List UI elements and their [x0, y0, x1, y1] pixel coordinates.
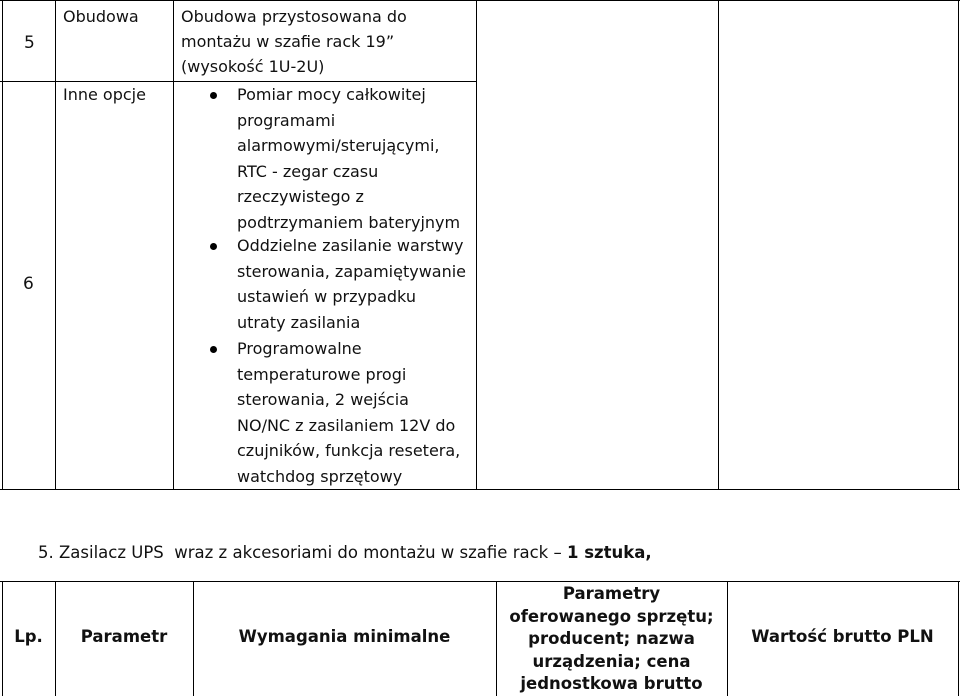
header-lp: Lp. — [14, 627, 43, 646]
row-requirement-line: Obudowa przystosowana do — [181, 7, 407, 26]
row-number: 6 — [23, 274, 34, 294]
bullet-line: czujników, funkcja resetera, — [237, 441, 461, 460]
bullet-line: Oddzielne zasilanie warstwy — [237, 236, 464, 255]
row-requirement-line: montażu w szafie rack 19” — [181, 32, 395, 51]
bullet-line: podtrzymaniem bateryjnym — [237, 212, 461, 232]
table-border — [173, 0, 174, 490]
bullet-icon — [210, 243, 217, 250]
section-number: 5. — [38, 543, 54, 562]
header-line: Parametry — [562, 584, 661, 603]
row-requirement-line: (wysokość 1U-2U) — [181, 57, 325, 76]
header-line: oferowanego sprzętu; — [509, 606, 714, 626]
table-border — [0, 581, 960, 582]
row-parametr: Inne opcje — [63, 85, 146, 104]
bullet-line: sterowania, zapamiętywanie — [237, 261, 467, 281]
section-heading — [38, 540, 652, 566]
header-parametry-oferowanego — [496, 583, 727, 696]
header-parametr: Parametr — [80, 627, 168, 646]
header-line: producent; nazwa — [528, 629, 695, 648]
table-border — [0, 0, 960, 1]
bullet-line: NO/NC z zasilaniem 12V do — [237, 415, 456, 435]
table-border — [2, 0, 3, 490]
bullet-line: utraty zasilania — [237, 312, 361, 332]
bullet-line: RTC - zegar czasu — [237, 161, 379, 181]
table-border — [718, 0, 719, 490]
header-line: urządzenia; cena — [532, 651, 691, 671]
bullet-icon — [210, 346, 217, 353]
table-border — [476, 0, 477, 490]
header-wartosc: Wartość brutto PLN — [751, 627, 934, 646]
bullet-line: sterowania, 2 wejścia — [237, 390, 409, 409]
bullet-line: programami — [237, 110, 336, 130]
row-parametr: Obudowa — [63, 7, 139, 26]
bullet-icon — [210, 92, 217, 99]
bullet-line: alarmowymi/sterującymi, — [237, 136, 440, 155]
bullet-line: ustawień w przypadku — [237, 287, 416, 306]
bullet-line: watchdog sprzętowy — [237, 466, 403, 486]
table-border — [0, 489, 960, 490]
section-text: Zasilacz UPS wraz z akcesoriami do montażu w szafie rack – — [59, 543, 562, 562]
table-border — [55, 0, 56, 490]
bullet-line: temperaturowe progi — [237, 364, 407, 384]
header-wymagania: Wymagania minimalne — [238, 627, 451, 646]
bullet-line: Programowalne — [237, 339, 362, 358]
section-quantity: 1 sztuka, — [566, 543, 652, 562]
row-number: 5 — [24, 33, 35, 53]
table-border — [958, 581, 959, 696]
bullet-line: Pomiar mocy całkowitej — [237, 85, 426, 104]
bullet-line: rzeczywistego z — [237, 187, 364, 206]
header-line: jednostkowa brutto — [520, 674, 703, 693]
table-border — [958, 0, 959, 490]
